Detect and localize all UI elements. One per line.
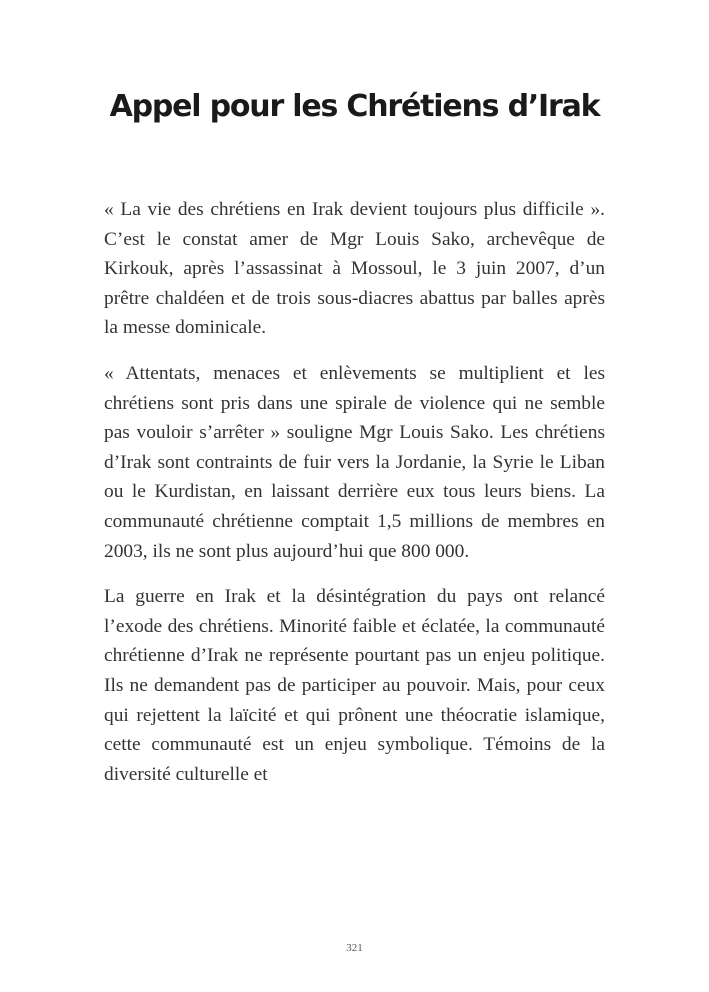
paragraph-1: « La vie des chrétiens en Irak devient toujours plus difficile ». C’est le constat amer de Mgr Louis Sako, archevêque de Kirkouk, après l’assassinat à Mossoul, le 3 juin 2007, d’un prêtre chaldéen et de trois sous-diacres abattus par balles après la messe dominicale. xyxy=(104,199,605,339)
paragraph-3: La guerre en Irak et la désintégration du pays ont relancé l’exode des chrétiens. Minorité faible et éclatée, la communauté chrétienne d’Irak ne représente pourtant pas un enjeu politique. Ils ne demandent pas de participer au pouvoir. Mais, pour ceux qui rejettent la laïcité et qui prônent une théocratie islamique, cette communauté est un enjeu symbolique. Témoins de la diversité culturelle et xyxy=(104,586,605,785)
body-text xyxy=(104,195,605,805)
page-number: 321 xyxy=(346,942,363,954)
paragraph-2: « Attentats, menaces et enlèvements se multiplient et les chrétiens sont pris dans une spirale de violence qui ne semble pas vouloir s’arrêter » souligne Mgr Louis Sako. Les chrétiens d’Irak sont contraints de fuir vers la Jordanie, la Syrie le Liban ou le Kurdistan, en laissant derrière eux tous leurs biens. La communauté chrétienne comptait 1,5 millions de membres en 2003, ils ne sont plus aujourd’hui que 800 000. xyxy=(104,362,605,562)
page-title: Appel pour les Chrétiens d’Irak xyxy=(109,89,600,124)
